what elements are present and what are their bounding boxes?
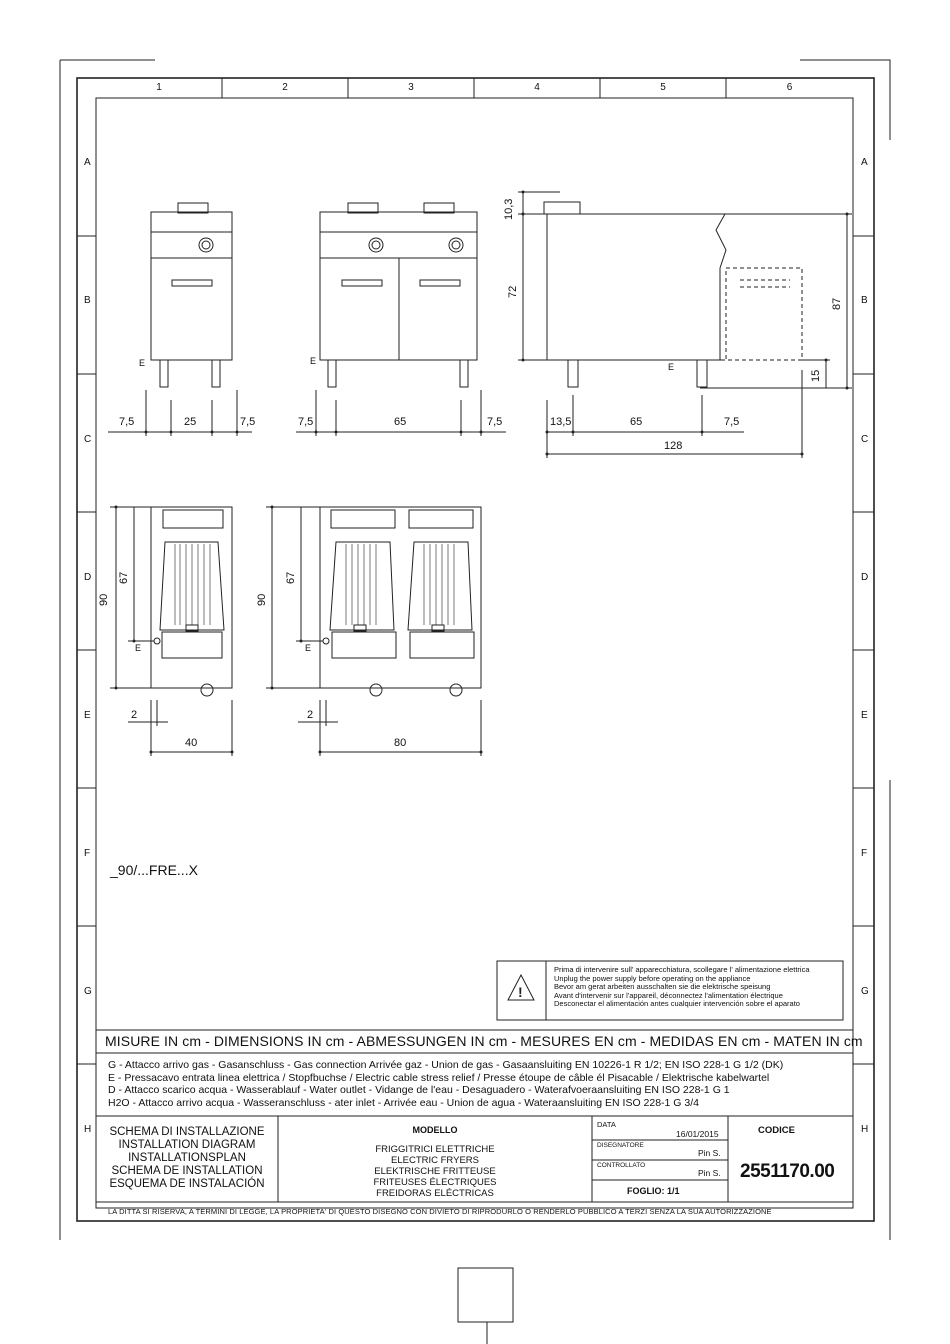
copyright-notice: LA DITTA SI RISERVA, A TERMINI DI LEGGE, LA PROPRIETA' DI QUESTO DISEGNO CON DIVIETO DI RIPRODURLO O RENDERLO PUBBLICO A TERZI SENZA LA SUA AUTORIZZAZIONE: [108, 1207, 772, 1216]
legend-line-drain: D - Attacco scarico acqua - Wasserablauf - Water outlet - Vidange de l'eau - Desaguadero - Waterafvoeraansluiting EN ISO 228-1 G 1: [108, 1084, 730, 1096]
sheet-number: FOGLIO: 1/1: [627, 1186, 680, 1196]
column-label-1: 1: [156, 82, 162, 93]
row-label-b-left: B: [84, 295, 91, 306]
column-label-4: 4: [534, 82, 540, 93]
model-label: MODELLO: [412, 1125, 458, 1135]
warning-line: Bevor am gerat arbeiten ausschalten sie die elektrische speisung: [554, 982, 771, 991]
marker-e-front-double: E: [310, 356, 317, 366]
diagram-title: [96, 1126, 278, 1191]
designer-label: DISEGNATORE: [597, 1142, 644, 1149]
marker-e-side: E: [668, 362, 675, 372]
row-label-c-right: C: [861, 434, 869, 445]
dim-side-body: 72: [507, 285, 519, 298]
model-code-label: _90/...FRE...X: [110, 862, 198, 878]
row-label-g-left: G: [84, 986, 92, 997]
row-label-h-left: H: [84, 1124, 92, 1135]
dim-side-front: 13,5: [550, 416, 572, 428]
legend-line-electric: E - Pressacavo entrata linea elettrica / Stopfbuchse / Electric cable stress relief / Presse étoupe de câble él Pisacable / Elektrische kabelwartel: [108, 1071, 770, 1084]
svg-text:!: !: [518, 984, 523, 1000]
date-value: 16/01/2015: [676, 1129, 719, 1139]
warning-line: Avant d'intervenir sur l'appareil, déconnectez l'alimentation électrique: [554, 990, 783, 1000]
designer-value: Pin S.: [698, 1148, 721, 1158]
checked-label: CONTROLLATO: [597, 1162, 646, 1169]
dim-top-double-total: 90: [256, 593, 268, 606]
dim-side-height: 87: [831, 297, 843, 310]
row-label-c-left: C: [84, 434, 92, 445]
column-label-3: 3: [408, 82, 414, 93]
dim-double-left: 7,5: [298, 416, 314, 428]
dim-top-single-width: 40: [185, 737, 198, 749]
dim-side-rear: 7,5: [724, 416, 740, 428]
measures-units: MISURE IN cm - DIMENSIONS IN cm - ABMESSUNGEN IN cm - MESURES EN cm - MEDIDAS EN cm - MATEN IN cm: [105, 1033, 863, 1049]
model-line: ELEKTRISCHE FRITTEUSE: [374, 1166, 496, 1177]
marker-e-top-double: E: [305, 643, 312, 653]
row-label-d-right: D: [861, 572, 869, 583]
row-label-f-left: F: [84, 848, 91, 859]
dim-side-top: 10,3: [503, 198, 515, 220]
warning-line: Desconectar el alimentación antes cualquier intervención sobre el aparato: [554, 999, 800, 1008]
dim-top-single-total: 90: [98, 593, 110, 606]
model-line: FREIDORAS ELÉCTRICAS: [376, 1188, 494, 1199]
warning-icon: [505, 973, 535, 1003]
column-label-6: 6: [786, 82, 793, 93]
column-label-5: 5: [660, 82, 666, 93]
legend-line-water: H2O - Attacco arrivo acqua - Wasseranschluss - ater inlet - Arrivée eau - Union de agua - Wateraansluiting EN ISO 228-1 G 3/4: [108, 1096, 699, 1109]
warning-line: Prima di intervenire sull' apparecchiatura, scollegare l' alimentazione elettrica: [554, 965, 810, 974]
model-line: ELECTRIC FRYERS: [391, 1155, 479, 1166]
row-label-g-right: G: [861, 986, 869, 997]
title-line: SCHEMA DE INSTALLATION: [111, 1165, 263, 1177]
column-label-2: 2: [282, 82, 288, 93]
row-label-e-left: E: [84, 710, 91, 721]
title-line: ESQUEMA DE INSTALACIÓN: [109, 1178, 265, 1190]
row-label-b-right: B: [861, 295, 868, 306]
title-line: SCHEMA DI INSTALLAZIONE: [109, 1126, 265, 1138]
model-line: FRIGGITRICI ELETTRICHE: [375, 1144, 495, 1155]
dim-top-double-offset: 2: [307, 709, 314, 721]
checked-value: Pin S.: [698, 1168, 721, 1178]
dim-side-mid: 65: [630, 416, 643, 428]
dim-side-leg: 15: [810, 369, 822, 382]
dim-top-single-depth: 67: [118, 571, 130, 584]
dim-double-width: 65: [394, 416, 407, 428]
dim-single-right: 7,5: [240, 416, 256, 428]
warning-line: Unplug the power supply before operating on the appliance: [554, 973, 751, 983]
warning-text: [554, 966, 840, 1009]
title-line: INSTALLATION DIAGRAM: [118, 1139, 256, 1151]
row-label-a-left: A: [84, 157, 91, 168]
dim-single-width: 25: [184, 416, 197, 428]
model-line: FRITEUSES ÉLECTRIQUES: [373, 1177, 497, 1188]
date-label: DATA: [597, 1120, 616, 1129]
connections-legend: [108, 1059, 848, 1109]
row-label-f-right: F: [861, 848, 868, 859]
row-label-h-right: H: [861, 1124, 869, 1135]
dim-double-right: 7,5: [487, 416, 503, 428]
dim-top-double-width: 80: [394, 737, 407, 749]
row-label-a-right: A: [861, 157, 868, 168]
product-code: 2551170.00: [740, 1161, 835, 1182]
row-label-e-right: E: [861, 710, 868, 721]
title-line: INSTALLATIONSPLAN: [128, 1152, 246, 1164]
marker-e-top-single: E: [135, 643, 142, 653]
row-label-d-left: D: [84, 572, 92, 583]
dim-top-single-offset: 2: [131, 709, 138, 721]
dim-top-double-depth: 67: [285, 571, 297, 584]
legend-line-gas: G - Attacco arrivo gas - Gasanschluss - Gas connection Arrivée gaz - Union de gas - Gasaansluiting EN 10226-1 R 1/2; EN ISO 228-1 G 1/2 (DK): [108, 1059, 784, 1071]
code-label: CODICE: [758, 1125, 795, 1136]
marker-e-front-single: E: [139, 358, 146, 368]
dim-single-left: 7,5: [119, 416, 135, 428]
dim-side-total: 128: [664, 440, 683, 452]
model-block: [278, 1124, 592, 1199]
